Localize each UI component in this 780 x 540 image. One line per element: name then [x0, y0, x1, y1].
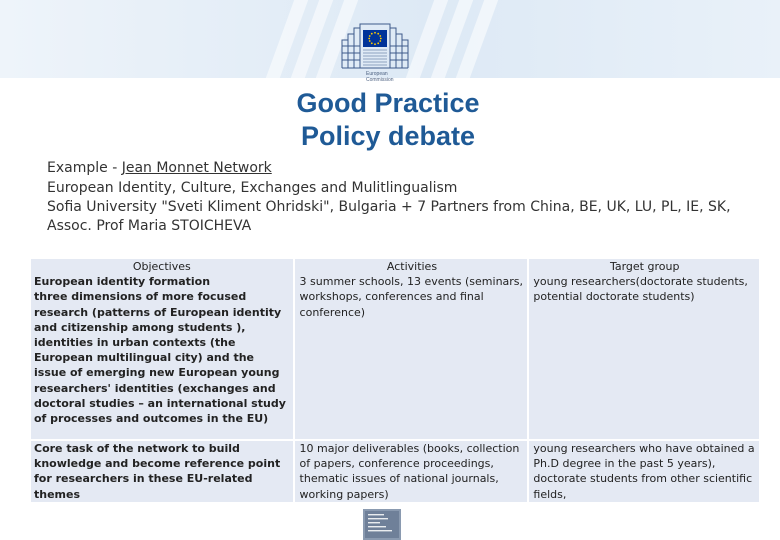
objectives-text: European identity formation three dimensions of more focused research (patterns of European identity and citizenship among students ), identities in urban contexts (the European multilingual city) and the issue of emerging new European young researchers' identities (exchanges and doctoral studies – an international study of processes and outcomes in the EU) [34, 275, 286, 426]
intro-theme: European Identity, Culture, Exchanges and Mulitlingualism [47, 180, 458, 196]
page-title-line1: Good Practice [296, 88, 480, 118]
table-row [30, 440, 760, 503]
target-text: young researchers who have obtained a Ph.D degree in the past 5 years), doctorate students from other scientific fields, [533, 442, 755, 501]
header-banner [0, 0, 780, 83]
target-text: young researchers(doctorate students, potential doctorate students) [533, 275, 748, 304]
table-row [30, 258, 760, 440]
target-group-header: Target group [609, 260, 680, 273]
target-cell [528, 258, 760, 440]
european-commission-logo [340, 22, 410, 70]
activities-header: Activities [386, 260, 438, 273]
example-prefix: Example - [47, 160, 122, 176]
page-title-line2: Policy debate [300, 121, 476, 151]
activities-cell [294, 258, 529, 440]
objectives-text: Core task of the network to build knowledge and become reference point for researchers in these EU-related themes [34, 442, 281, 501]
objectives-cell [30, 440, 294, 503]
intro-partners: Sofia University "Sveti Kliment Ohridski", Bulgaria + 7 Partners from China, BE, UK, LU, PL, IE, SK, Assoc. Prof Maria STOICHEVA [47, 199, 731, 234]
intro-example [47, 159, 747, 178]
activities-text: 10 major deliverables (books, collection of papers, conference proceedings, thematic issues of national journals, working papers) [299, 442, 520, 501]
eacea-logo [362, 509, 402, 540]
target-cell [528, 440, 760, 503]
objectives-header: Objectives [132, 260, 191, 273]
jean-monnet-network-link[interactable]: Jean Monnet Network [121, 160, 272, 176]
project-table [30, 258, 760, 503]
logo-caption: European Commission [366, 71, 394, 83]
activities-text: 3 summer schools, 13 events (seminars, workshops, conferences and final conference) [299, 275, 524, 319]
activities-cell [294, 440, 529, 503]
objectives-cell [30, 258, 294, 440]
